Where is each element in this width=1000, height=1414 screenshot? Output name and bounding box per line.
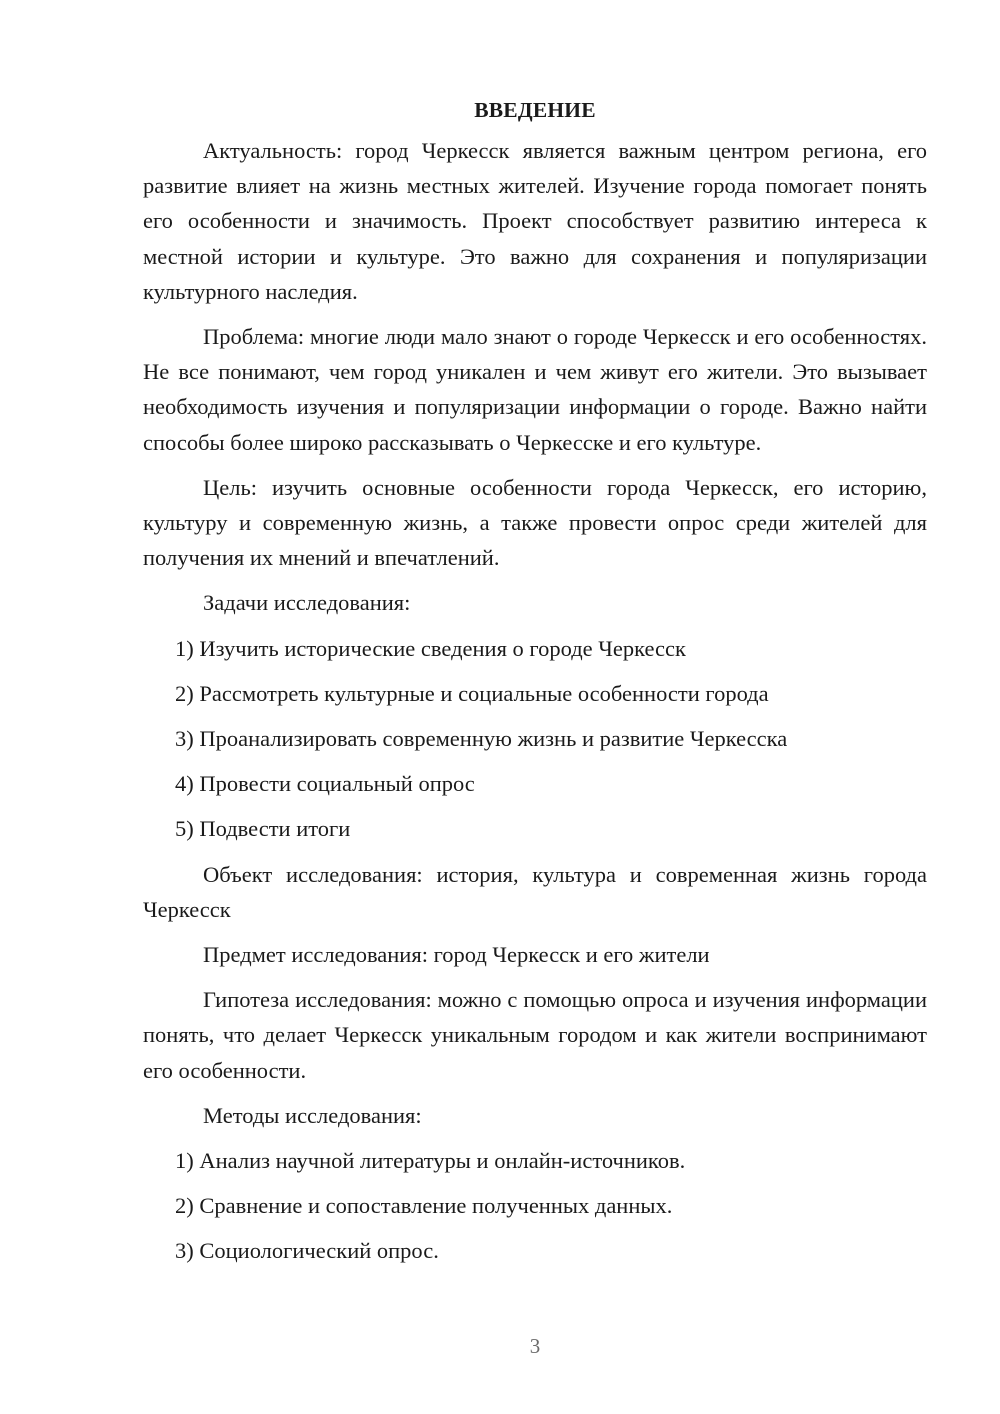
list-item: 3) Проанализировать современную жизнь и развитие Черкесска — [175, 726, 788, 752]
paragraph-object: Объект исследования: история, культура и современная жизнь города Черкесск — [143, 861, 927, 922]
page-heading: ВВЕДЕНИЕ — [474, 98, 596, 122]
tasks-label: Задачи исследования: — [203, 590, 411, 616]
methods-list — [143, 1143, 927, 1269]
list-item: 2) Сравнение и сопоставление полученных данных. — [175, 1193, 673, 1219]
paragraph-relevance: Актуальность: город Черкесск является важным центром региона, его развитие влияет на жизнь местных жителей. Изучение города помогает понять его особенности и значимость. Проект способствует развитию интереса к местной истории и культуре. Это важно для сохранения и популяризации культурного наследия. — [143, 138, 927, 304]
page-number: 3 — [529, 1334, 541, 1358]
paragraph-goal: Цель: изучить основные особенности города Черкесск, его историю, культуру и современную жизнь, а также провести опрос среди жителей для получения их мнений и впечатлений. — [143, 474, 927, 571]
list-item: 5) Подвести итоги — [175, 816, 351, 842]
page-body — [143, 95, 927, 1279]
paragraph-subject: Предмет исследования: город Черкесск и его жители — [203, 942, 710, 968]
list-item: 1) Изучить исторические сведения о городе Черкесск — [175, 635, 686, 661]
list-item: 3) Социологический опрос. — [175, 1238, 439, 1264]
paragraph-hypothesis: Гипотеза исследования: можно с помощью опроса и изучения информации понять, что делает Черкесск уникальным городом и как жители воспринимают его особенности. — [143, 987, 927, 1083]
list-item: 4) Провести социальный опрос — [175, 771, 475, 797]
list-item: 2) Рассмотреть культурные и социальные особенности города — [175, 680, 769, 706]
paragraph-problem: Проблема: многие люди мало знают о городе Черкесск и его особенностях. Не все понимают, чем город уникален и чем живут его жители. Это вызывает необходимость изучения и популяризации информации о городе. Важно найти способы более широко рассказывать о Черкесске и его культуре. — [143, 324, 927, 455]
methods-label: Методы исследования: — [203, 1102, 422, 1128]
tasks-list — [143, 631, 927, 847]
list-item: 1) Анализ научной литературы и онлайн-источников. — [175, 1148, 686, 1174]
